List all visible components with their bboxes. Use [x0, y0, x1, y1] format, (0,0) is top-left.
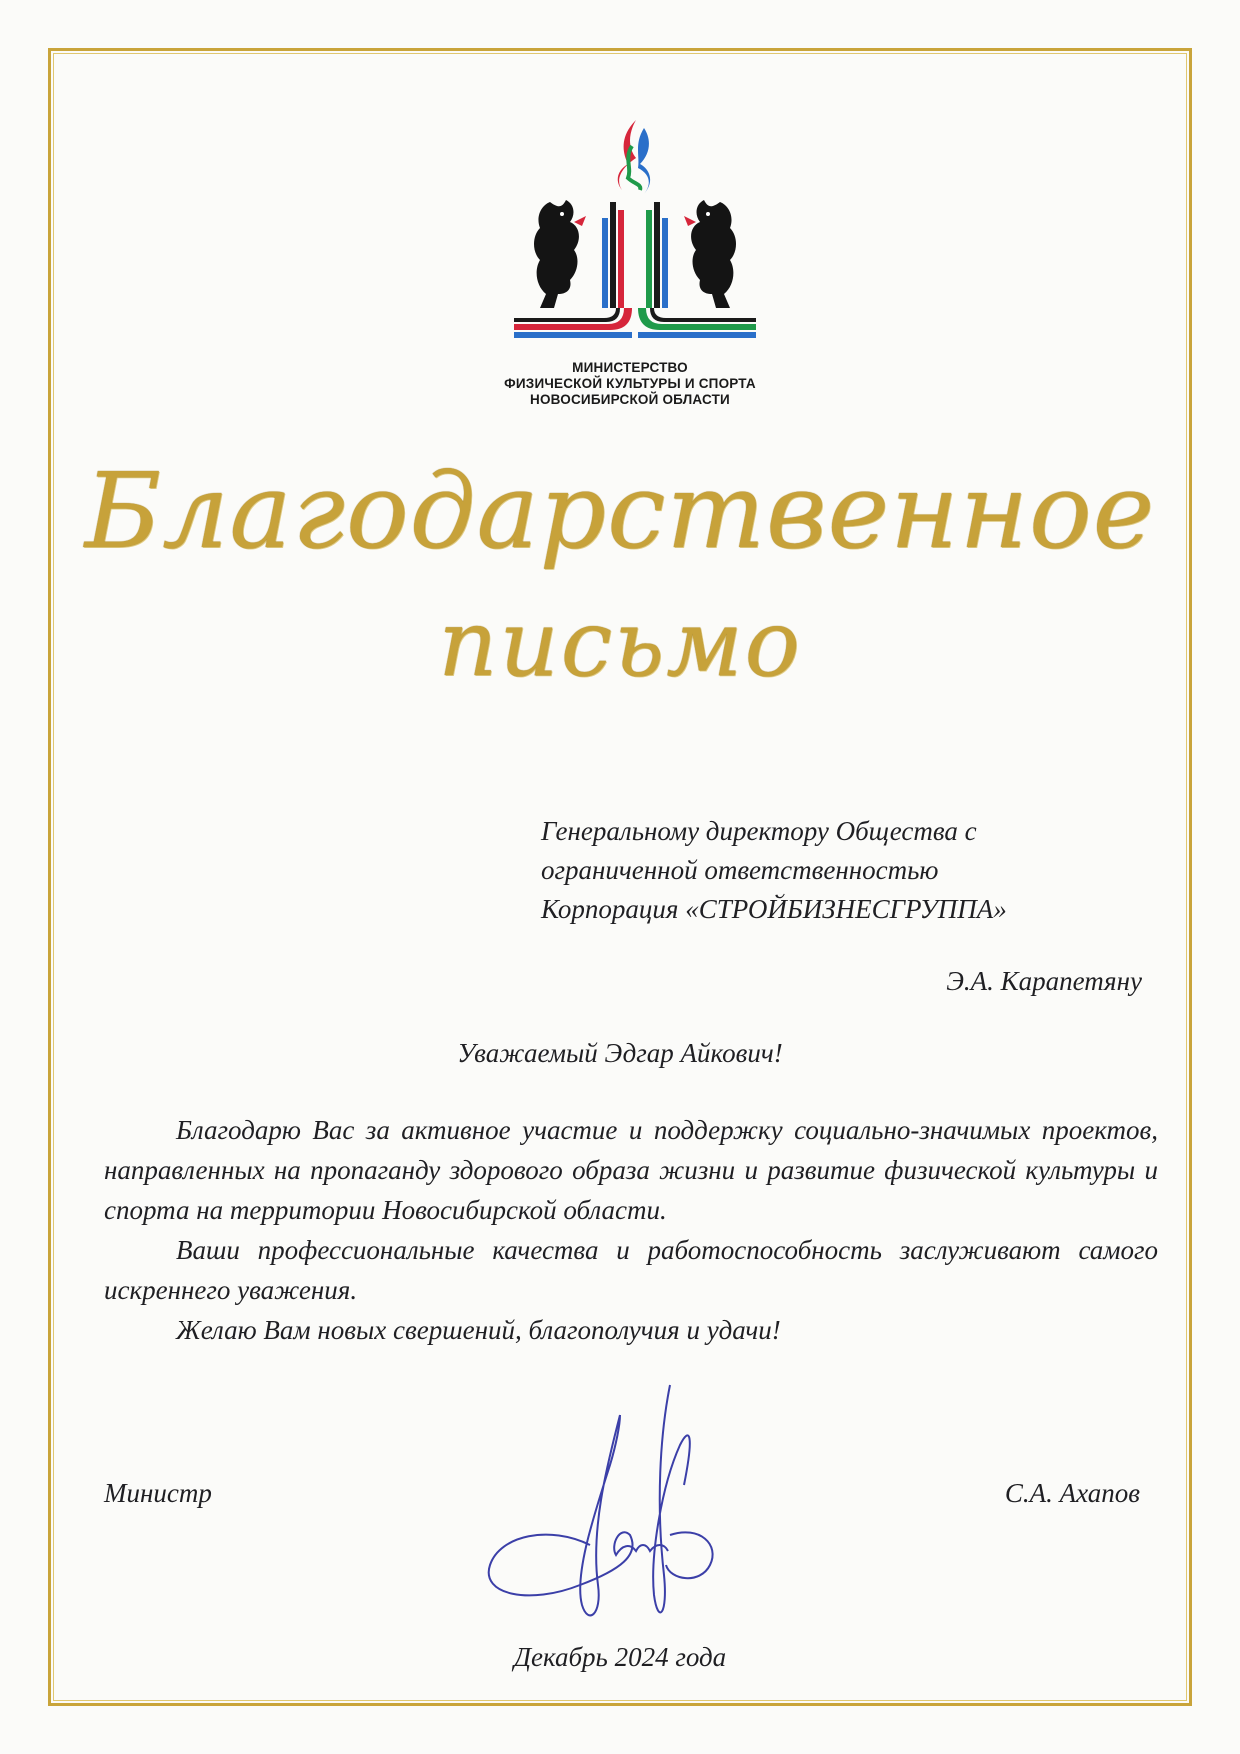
body-paragraph: Желаю Вам новых свершений, благополучия и удачи! [176, 1315, 781, 1345]
body-paragraph: Благодарю Вас за активное участие и поддержку социально-значимых проектов, направленных на пропаганду здорового образа жизни и развитие физической культуры и спорта на территории Новосибирской области. [104, 1115, 1158, 1225]
ministry-line: ФИЗИЧЕСКОЙ КУЛЬТУРЫ И СПОРТА [504, 376, 756, 391]
recipient-name: Э.А. Карапетяну [946, 966, 1142, 996]
signer-position: Министр [104, 1478, 212, 1508]
ministry-emblem-icon [510, 118, 760, 354]
greeting: Уважаемый Эдгар Айкович! [457, 1038, 783, 1068]
ministry-line: МИНИСТЕРСТВО [572, 360, 688, 375]
letter-date: Декабрь 2024 года [513, 1642, 727, 1672]
addressee-line: ограниченной ответственностью [541, 855, 939, 885]
title-line-2: письмо [438, 590, 802, 697]
title-line-1: Благодарственное [84, 450, 1156, 572]
addressee-line: Корпорация «СТРОЙБИЗНЕСГРУППА» [541, 894, 1007, 924]
sable-right-icon [691, 200, 736, 308]
sable-left-icon [534, 200, 579, 308]
ministry-line: НОВОСИБИРСКОЙ ОБЛАСТИ [530, 392, 730, 407]
body-paragraph: Ваши профессиональные качества и работоспособность заслуживают самого искреннего уважения. [104, 1235, 1158, 1305]
ministry-name [440, 360, 820, 408]
signer-name: С.А. Ахапов [1004, 1478, 1140, 1508]
addressee-line: Генеральному директору Общества с [541, 816, 977, 846]
handwritten-signature-icon [470, 1375, 750, 1635]
addressee-block [541, 812, 1161, 929]
letter-body [104, 1110, 1158, 1350]
